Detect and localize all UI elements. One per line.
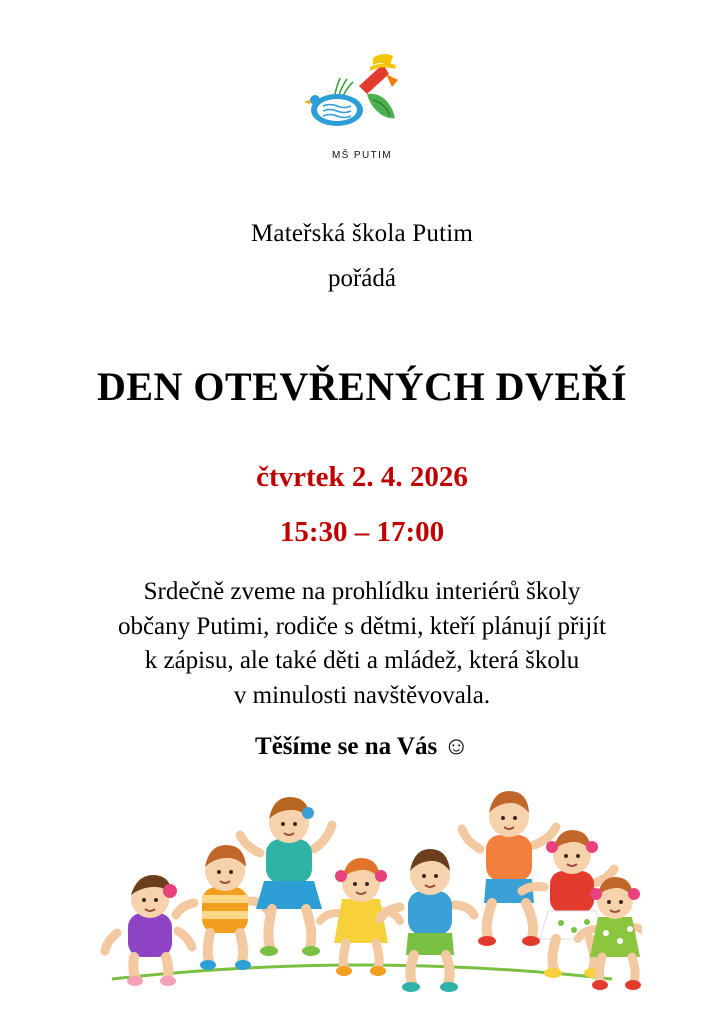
invitation-line: občany Putimi, rodiče s dětmi, kteří plánují přijít	[117, 612, 607, 640]
invitation-line: v minulosti navštěvovala.	[233, 681, 491, 709]
smiley-icon: ☺	[443, 733, 469, 761]
event-date: čtvrtek 2. 4. 2026	[256, 461, 468, 494]
child-figure	[105, 875, 192, 986]
invitation-line: Srdečně zveme na prohlídku interiérů školy	[143, 578, 581, 606]
children-illustration	[82, 783, 642, 1003]
page-title: DEN OTEVŘENÝCH DVEŘÍ	[96, 364, 628, 410]
school-name: Mateřská škola Putim	[250, 220, 474, 247]
closing-line	[255, 733, 469, 761]
child-figure	[380, 849, 474, 992]
closing-text: Těšíme se na Vás	[255, 733, 438, 761]
invitation-line: k zápisu, ale také děti a mládež, která školu	[144, 647, 580, 675]
child-figure	[320, 858, 400, 976]
school-logo	[287, 48, 437, 168]
jumping-children-illustration	[82, 783, 642, 1003]
logo-caption-text: MŠ PUTIM	[331, 150, 393, 161]
ground-line	[112, 965, 612, 979]
child-figure	[240, 797, 332, 956]
organizes-label: pořádá	[327, 265, 397, 293]
child-figure	[462, 791, 556, 946]
kindergarten-logo-icon	[287, 48, 437, 168]
invitation-text	[42, 575, 682, 713]
event-time: 15:30 – 17:00	[279, 516, 445, 549]
child-figure	[176, 845, 268, 970]
